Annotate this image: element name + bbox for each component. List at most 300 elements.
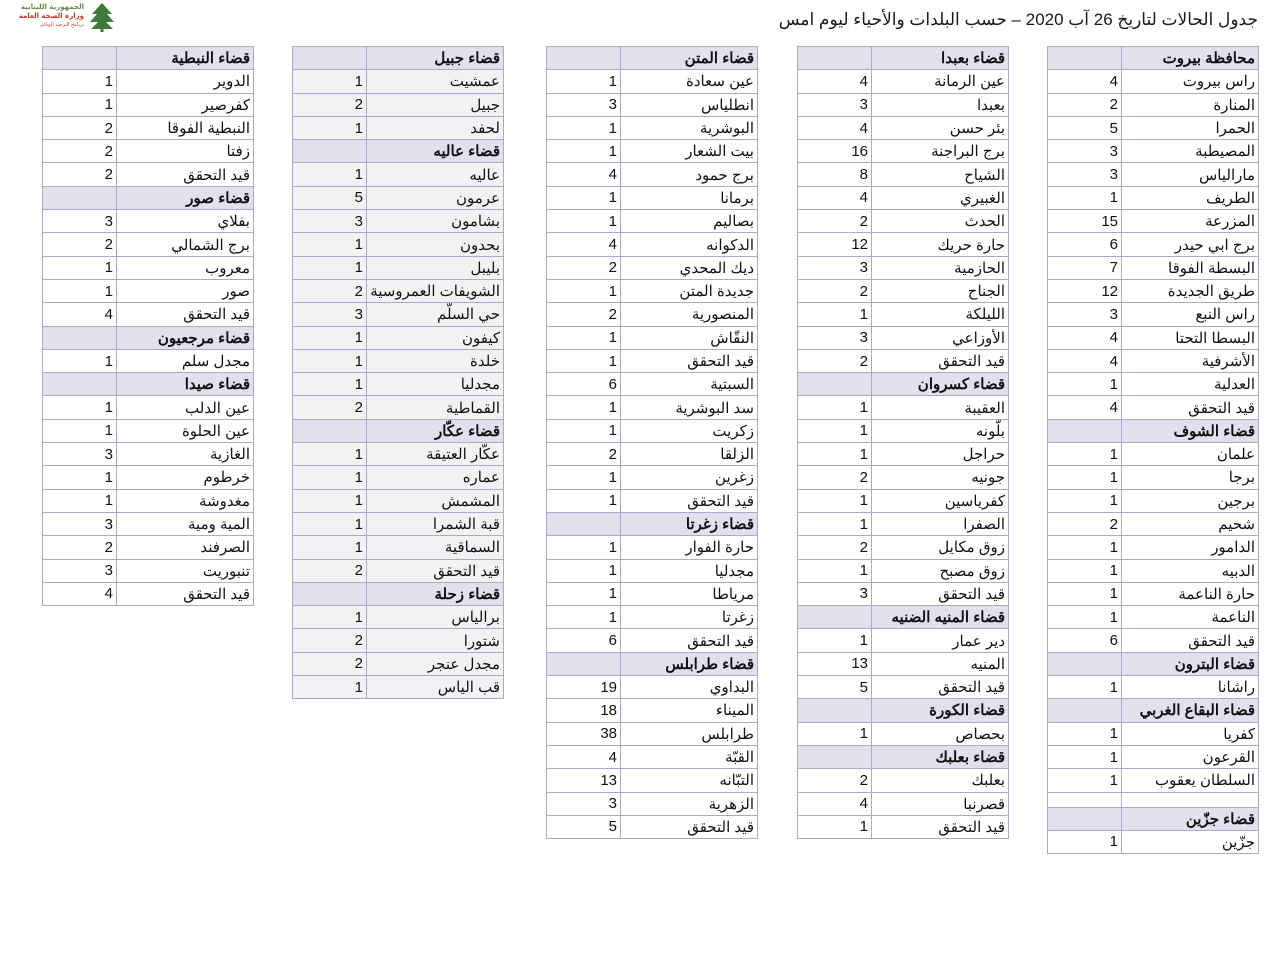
district-name: قضاء المتن [621, 47, 758, 70]
locality-name: قيد التحقق [1122, 396, 1259, 419]
locality-name: بيت الشعار [621, 140, 758, 163]
district-header-blank [293, 582, 367, 605]
district-header-row [43, 186, 254, 209]
case-count: 1 [798, 722, 872, 745]
locality-name: برجا [1122, 466, 1259, 489]
case-count: 1 [293, 116, 367, 139]
locality-name: قب الياس [367, 676, 504, 699]
locality-name: بحصاص [872, 722, 1009, 745]
case-count: 1 [798, 303, 872, 326]
case-count: 19 [547, 676, 621, 699]
table-row [547, 233, 758, 256]
district-header-row [1048, 652, 1259, 675]
table-row [798, 93, 1009, 116]
locality-name: قيد التحقق [621, 489, 758, 512]
locality-name: قيد التحقق [872, 676, 1009, 699]
table-row [1048, 279, 1259, 302]
district-header-row [293, 47, 504, 70]
table-row [1048, 536, 1259, 559]
locality-name: مارالياس [1122, 163, 1259, 186]
district-header-blank [798, 745, 872, 768]
table-row [1048, 396, 1259, 419]
district-header-row [1048, 807, 1259, 830]
case-count: 2 [293, 652, 367, 675]
table-row [293, 163, 504, 186]
locality-name: عين الحلوة [117, 419, 254, 442]
district-name: قضاء الشوف [1122, 419, 1259, 442]
locality-name: زوق مكايل [872, 536, 1009, 559]
table-row [293, 326, 504, 349]
district-header-blank [1048, 419, 1122, 442]
table-row [547, 326, 758, 349]
locality-name: قيد التحقق [621, 349, 758, 372]
case-count: 1 [1048, 489, 1122, 512]
cases-table-column-5 [42, 46, 254, 606]
case-count: 3 [547, 792, 621, 815]
table-row [547, 629, 758, 652]
district-header-blank [547, 512, 621, 535]
district-name: قضاء جزّين [1122, 807, 1259, 830]
case-count: 2 [547, 303, 621, 326]
locality-name: النقّاش [621, 326, 758, 349]
district-name: قضاء طرابلس [621, 652, 758, 675]
locality-name: الدبيه [1122, 559, 1259, 582]
locality-name: بعبدا [872, 93, 1009, 116]
locality-name: قبة الشمرا [367, 512, 504, 535]
locality-name: القبّة [621, 745, 758, 768]
case-count: 1 [798, 419, 872, 442]
table-row [798, 582, 1009, 605]
locality-name: الصفرا [872, 512, 1009, 535]
table-row [43, 466, 254, 489]
table-row [798, 186, 1009, 209]
locality-name: المنيه [872, 652, 1009, 675]
locality-name: طرابلس [621, 722, 758, 745]
locality-name: بليبل [367, 256, 504, 279]
case-count: 13 [798, 652, 872, 675]
case-count: 12 [1048, 279, 1122, 302]
table-row [293, 210, 504, 233]
table-row [43, 582, 254, 605]
locality-name: الصرفند [117, 536, 254, 559]
table-row [1048, 489, 1259, 512]
case-count: 2 [798, 536, 872, 559]
case-count: 2 [293, 93, 367, 116]
table-row [43, 116, 254, 139]
locality-name: الشويفات العمروسية [367, 279, 504, 302]
case-count: 4 [547, 233, 621, 256]
table-row [547, 70, 758, 93]
table-row [43, 419, 254, 442]
case-count: 1 [547, 349, 621, 372]
table-row [1048, 443, 1259, 466]
table-row [43, 396, 254, 419]
case-count: 8 [798, 163, 872, 186]
table-row [293, 70, 504, 93]
district-header-row [798, 373, 1009, 396]
table-row [293, 466, 504, 489]
district-header-row [547, 512, 758, 535]
case-count: 1 [1048, 536, 1122, 559]
locality-name: الحدث [872, 210, 1009, 233]
locality-name: العدلية [1122, 373, 1259, 396]
case-count: 2 [43, 140, 117, 163]
district-header-blank [43, 326, 117, 349]
district-header-blank [43, 47, 117, 70]
case-count: 1 [1048, 443, 1122, 466]
case-count: 3 [1048, 303, 1122, 326]
locality-name: الليلكة [872, 303, 1009, 326]
table-row [293, 629, 504, 652]
table-row [43, 210, 254, 233]
case-count: 1 [547, 116, 621, 139]
locality-name: برجين [1122, 489, 1259, 512]
case-count: 1 [43, 279, 117, 302]
table-row [1048, 606, 1259, 629]
locality-name: الطريف [1122, 186, 1259, 209]
case-count: 3 [43, 443, 117, 466]
case-count: 1 [43, 256, 117, 279]
table-row [547, 256, 758, 279]
case-count: 16 [798, 140, 872, 163]
case-count: 5 [798, 676, 872, 699]
case-count: 3 [798, 256, 872, 279]
case-count: 1 [547, 582, 621, 605]
table-row [293, 536, 504, 559]
district-header-row [547, 652, 758, 675]
locality-name: التبّانه [621, 769, 758, 792]
table-row [1048, 326, 1259, 349]
table-row [293, 349, 504, 372]
table-row [293, 489, 504, 512]
case-count: 2 [293, 559, 367, 582]
locality-name: عين سعادة [621, 70, 758, 93]
table-row [1048, 233, 1259, 256]
locality-name: حارة الناعمة [1122, 582, 1259, 605]
table-row [547, 792, 758, 815]
locality-name: عمشيت [367, 70, 504, 93]
table-row [293, 93, 504, 116]
locality-name: صور [117, 279, 254, 302]
spacer-cell [1048, 792, 1122, 807]
district-name: قضاء بعلبك [872, 745, 1009, 768]
table-row [798, 140, 1009, 163]
table-row [1048, 745, 1259, 768]
district-name: قضاء كسروان [872, 373, 1009, 396]
table-row [1048, 769, 1259, 792]
locality-name: مجدل سلم [117, 349, 254, 372]
case-count: 1 [1048, 559, 1122, 582]
district-header-row [43, 47, 254, 70]
locality-name: قيد التحقق [1122, 629, 1259, 652]
locality-name: مجدل عنجر [367, 652, 504, 675]
case-count: 3 [43, 210, 117, 233]
locality-name: قيد التحقق [367, 559, 504, 582]
table-row [293, 256, 504, 279]
table-row [1048, 830, 1259, 853]
locality-name: الغازية [117, 443, 254, 466]
district-name: قضاء مرجعيون [117, 326, 254, 349]
locality-name: شتورا [367, 629, 504, 652]
table-row [798, 652, 1009, 675]
locality-name: بعلبك [872, 769, 1009, 792]
district-header-row [798, 47, 1009, 70]
table-row [798, 70, 1009, 93]
locality-name: القرعون [1122, 745, 1259, 768]
table-row [43, 140, 254, 163]
district-header-blank [798, 606, 872, 629]
locality-name: الناعمة [1122, 606, 1259, 629]
table-row [1048, 93, 1259, 116]
case-count: 1 [293, 512, 367, 535]
case-count: 1 [547, 140, 621, 163]
case-count: 1 [293, 233, 367, 256]
case-count: 1 [293, 70, 367, 93]
locality-name: الدامور [1122, 536, 1259, 559]
page-title: جدول الحالات لتاريخ 26 آب 2020 – حسب البلدات والأحياء ليوم امس [778, 10, 1258, 29]
case-count: 1 [1048, 745, 1122, 768]
case-count: 1 [1048, 582, 1122, 605]
table-row [293, 186, 504, 209]
locality-name: قيد التحقق [872, 582, 1009, 605]
locality-name: البسطا التحتا [1122, 326, 1259, 349]
locality-name: البداوي [621, 676, 758, 699]
case-count: 5 [293, 186, 367, 209]
locality-name: راشانا [1122, 676, 1259, 699]
case-count: 2 [547, 256, 621, 279]
case-count: 1 [547, 186, 621, 209]
locality-name: عكّار العتيقة [367, 443, 504, 466]
locality-name: البوشرية [621, 116, 758, 139]
table-row [293, 116, 504, 139]
table-row [547, 676, 758, 699]
table-row [798, 233, 1009, 256]
case-count: 2 [293, 629, 367, 652]
case-count: 4 [1048, 349, 1122, 372]
case-count: 1 [1048, 676, 1122, 699]
locality-name: مجدليا [367, 373, 504, 396]
case-count: 5 [547, 815, 621, 838]
table-row [1048, 373, 1259, 396]
district-name: قضاء جبيل [367, 47, 504, 70]
locality-name: علمان [1122, 443, 1259, 466]
district-header-blank [1048, 47, 1122, 70]
locality-name: الجناح [872, 279, 1009, 302]
table-row [798, 722, 1009, 745]
case-count: 2 [798, 349, 872, 372]
district-header-blank [798, 699, 872, 722]
district-header-blank [43, 186, 117, 209]
table-row [547, 186, 758, 209]
table-row [1048, 186, 1259, 209]
table-row [43, 303, 254, 326]
locality-name: سد البوشرية [621, 396, 758, 419]
cases-table-column-4 [292, 46, 504, 699]
locality-name: المصيطبة [1122, 140, 1259, 163]
table-row [798, 512, 1009, 535]
case-count: 3 [43, 559, 117, 582]
locality-name: معروب [117, 256, 254, 279]
case-count: 1 [43, 70, 117, 93]
table-row [798, 326, 1009, 349]
table-row [1048, 303, 1259, 326]
table-row [1048, 676, 1259, 699]
case-count: 4 [798, 792, 872, 815]
locality-name: بلّونه [872, 419, 1009, 442]
table-row [1048, 210, 1259, 233]
case-count: 3 [547, 93, 621, 116]
locality-name: زفتا [117, 140, 254, 163]
locality-name: برج الشمالي [117, 233, 254, 256]
locality-name: المنارة [1122, 93, 1259, 116]
district-header-row [293, 419, 504, 442]
table-row [547, 443, 758, 466]
table-row [1048, 163, 1259, 186]
locality-name: كيفون [367, 326, 504, 349]
table-row [43, 163, 254, 186]
spacer-cell [1122, 792, 1259, 807]
locality-name: طريق الجديدة [1122, 279, 1259, 302]
case-count: 6 [1048, 629, 1122, 652]
case-count: 1 [1048, 769, 1122, 792]
locality-name: بفلاي [117, 210, 254, 233]
locality-name: النبطية الفوقا [117, 116, 254, 139]
district-name: قضاء المنيه الضنيه [872, 606, 1009, 629]
table-row [293, 606, 504, 629]
case-count: 2 [43, 116, 117, 139]
table-row [547, 419, 758, 442]
case-count: 1 [547, 489, 621, 512]
table-row [293, 559, 504, 582]
table-row [43, 93, 254, 116]
table-row [547, 745, 758, 768]
cases-table-column-2 [797, 46, 1009, 839]
table-row [43, 512, 254, 535]
table-row [293, 396, 504, 419]
table-row [798, 303, 1009, 326]
case-count: 1 [547, 419, 621, 442]
locality-name: قيد التحقق [872, 815, 1009, 838]
table-row [1048, 629, 1259, 652]
locality-name: برالياس [367, 606, 504, 629]
case-count: 5 [1048, 116, 1122, 139]
table-row [798, 559, 1009, 582]
locality-name: حارة حريك [872, 233, 1009, 256]
district-name: قضاء عكّار [367, 419, 504, 442]
table-row [547, 489, 758, 512]
case-count: 1 [547, 70, 621, 93]
table-row [547, 536, 758, 559]
district-name: قضاء البترون [1122, 652, 1259, 675]
table-row [798, 349, 1009, 372]
case-count: 3 [1048, 140, 1122, 163]
district-header-row [1048, 699, 1259, 722]
district-name: محافظة بيروت [1122, 47, 1259, 70]
locality-name: قيد التحقق [872, 349, 1009, 372]
table-row [547, 396, 758, 419]
case-count: 2 [798, 279, 872, 302]
case-count: 1 [798, 559, 872, 582]
case-count: 4 [1048, 396, 1122, 419]
case-count: 4 [1048, 326, 1122, 349]
locality-name: جزّين [1122, 830, 1259, 853]
table-row [547, 466, 758, 489]
table-row [293, 443, 504, 466]
table-row [547, 303, 758, 326]
case-count: 2 [43, 233, 117, 256]
case-count: 2 [43, 163, 117, 186]
table-row [1048, 582, 1259, 605]
table-row [798, 792, 1009, 815]
district-name: قضاء صور [117, 186, 254, 209]
locality-name: جونيه [872, 466, 1009, 489]
table-row [43, 443, 254, 466]
table-row [798, 769, 1009, 792]
table-row [547, 140, 758, 163]
table-row [547, 722, 758, 745]
district-header-row [43, 326, 254, 349]
case-count: 4 [547, 163, 621, 186]
case-count: 2 [798, 210, 872, 233]
case-count: 2 [293, 279, 367, 302]
district-name: قضاء الكورة [872, 699, 1009, 722]
table-row [43, 489, 254, 512]
table-row [547, 769, 758, 792]
table-row [1048, 70, 1259, 93]
table-row [1048, 559, 1259, 582]
case-count: 1 [547, 326, 621, 349]
locality-name: العقيبة [872, 396, 1009, 419]
locality-name: الدوير [117, 70, 254, 93]
table-row [798, 116, 1009, 139]
locality-name: كفرياسين [872, 489, 1009, 512]
case-count: 1 [547, 536, 621, 559]
case-count: 1 [293, 466, 367, 489]
locality-name: بصاليم [621, 210, 758, 233]
case-count: 6 [547, 373, 621, 396]
locality-name: عماره [367, 466, 504, 489]
case-count: 4 [547, 745, 621, 768]
district-header-row [547, 47, 758, 70]
table-row [1048, 349, 1259, 372]
district-header-blank [1048, 652, 1122, 675]
locality-name: راس النبع [1122, 303, 1259, 326]
case-count: 2 [547, 443, 621, 466]
locality-name: جديدة المتن [621, 279, 758, 302]
locality-name: كفرصير [117, 93, 254, 116]
case-count: 3 [293, 303, 367, 326]
table-row [293, 303, 504, 326]
case-count: 15 [1048, 210, 1122, 233]
case-count: 1 [293, 373, 367, 396]
table-row [293, 373, 504, 396]
cases-table-column-3 [546, 46, 758, 839]
table-row [43, 559, 254, 582]
locality-name: حراجل [872, 443, 1009, 466]
locality-name: بشامون [367, 210, 504, 233]
table-row [1048, 256, 1259, 279]
table-row [547, 279, 758, 302]
table-row [798, 419, 1009, 442]
table-row [1048, 140, 1259, 163]
district-name: قضاء زغرتا [621, 512, 758, 535]
table-row [798, 256, 1009, 279]
table-row [547, 606, 758, 629]
case-count: 1 [798, 443, 872, 466]
district-header-row [798, 745, 1009, 768]
locality-name: خرطوم [117, 466, 254, 489]
locality-name: زكريت [621, 419, 758, 442]
